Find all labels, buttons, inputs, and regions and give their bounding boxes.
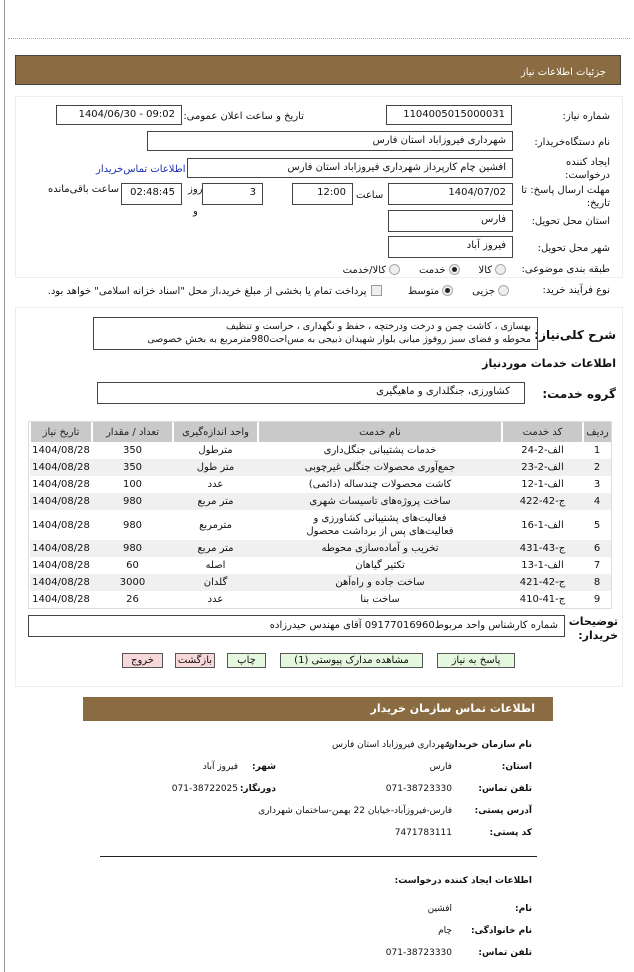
name-value: افشین: [427, 904, 452, 914]
need-date-cell: 1404/08/28: [30, 574, 92, 591]
service-name-cell: خدمات پشتیبانی جنگل‌داری: [258, 442, 502, 459]
unit-cell: عدد: [173, 591, 258, 608]
row-number-cell: 7: [583, 557, 611, 574]
col-code-header: کد خدمت: [502, 422, 583, 442]
need-date-cell: 1404/08/28: [30, 493, 92, 510]
announce-label: تاریخ و ساعت اعلان عمومی:: [183, 111, 304, 122]
service-group-field[interactable]: کشاورزی، جنگلداری و ماهیگیری: [97, 382, 525, 404]
row-number-cell: 1: [583, 442, 611, 459]
col-qty-header: تعداد / مقدار: [92, 422, 173, 442]
services-heading: اطلاعات خدمات موردنیاز: [482, 357, 616, 370]
need-date-cell: 1404/08/28: [30, 540, 92, 557]
province-label: استان محل تحویل:: [531, 216, 610, 227]
need-date-cell: 1404/08/28: [30, 557, 92, 574]
col-unit-header: واحد اندازه‌گیری: [173, 422, 258, 442]
radio-icon: [389, 264, 400, 275]
purchase-minor-radio[interactable]: جزیی: [472, 286, 512, 297]
service-name-cell: تکثیر گیاهان: [258, 557, 502, 574]
service-group-label: گروه خدمت:: [542, 387, 616, 401]
unit-cell: مترمربع: [173, 510, 258, 540]
contact-title: اطلاعات تماس سازمان خریدار: [370, 702, 535, 715]
page-header: [15, 55, 621, 85]
deadline-time-label: ساعت: [356, 190, 384, 201]
need-date-cell: 1404/08/28: [30, 476, 92, 493]
remaining-time-field[interactable]: 02:48:45: [121, 183, 182, 205]
purchase-medium-radio[interactable]: متوسط: [408, 286, 456, 297]
table-row: [30, 476, 611, 493]
exit-button[interactable]: خروج: [122, 653, 163, 668]
city-contact-label: شهر:: [252, 762, 276, 772]
postal-value: 7471783111: [394, 828, 452, 838]
radio-icon: [498, 285, 509, 296]
print-button[interactable]: چاپ: [227, 653, 266, 668]
page-title: جزئیات اطلاعات نیاز: [520, 67, 606, 78]
row-number-cell: 3: [583, 476, 611, 493]
org-value: شهرداری فیروزاباد استان فارس: [331, 740, 452, 750]
category-label: طبقه بندی موضوعی:: [521, 264, 610, 275]
need-date-cell: 1404/08/28: [30, 510, 92, 540]
province-contact-value: فارس: [429, 762, 452, 772]
col-date-header: تاریخ نیاز: [30, 422, 92, 442]
purchase-type-label: نوع فرآیند خرید:: [542, 285, 610, 296]
unit-cell: متر طول: [173, 459, 258, 476]
row-number-cell: 6: [583, 540, 611, 557]
name-label: نام:: [515, 904, 532, 914]
fax-value: 071-38722025: [171, 784, 238, 794]
service-name-cell: جمع‌آوری محصولات جنگلی غیرچوبی: [258, 459, 502, 476]
radio-selected-icon: [442, 285, 453, 296]
table-row: [30, 510, 611, 540]
services-table-container: [28, 421, 612, 609]
service-code-cell: ج-42-421: [502, 574, 583, 591]
table-row: [30, 591, 611, 608]
quantity-cell: 60: [92, 557, 173, 574]
announce-field[interactable]: 1404/06/30 - 09:02: [56, 105, 182, 125]
buyer-org-label: نام دستگاه‌خریدار:: [534, 137, 610, 148]
table-row: [30, 493, 611, 510]
deadline-date-field[interactable]: 1404/07/02: [388, 183, 513, 205]
creator-field[interactable]: افشین چام کارپرداز شهرداری فیروزاباد استان فارس: [187, 158, 513, 178]
purchase-type-group: [48, 285, 512, 297]
service-name-cell: ساخت جاده و راه‌آهن: [258, 574, 502, 591]
buyer-notes-label: توضیحات خریدار:: [568, 615, 618, 642]
city-field[interactable]: فیروز آباد: [388, 236, 513, 258]
quantity-cell: 3000: [92, 574, 173, 591]
service-code-cell: الف-1-13: [502, 557, 583, 574]
need-date-cell: 1404/08/28: [30, 442, 92, 459]
phone-value: 071-38723330: [385, 784, 452, 794]
quantity-cell: 980: [92, 510, 173, 540]
service-code-cell: الف-2-24: [502, 442, 583, 459]
deadline-label: مهلت ارسال پاسخ: تا تاریخ:: [521, 185, 610, 209]
buyer-contact-link[interactable]: اطلاعات تماس‌خریدار: [96, 164, 186, 175]
description-line-1: بهسازی ، کاشت چمن و درخت ودرختچه ، حفظ و نگهداری ، حراست و تنظیف: [225, 321, 531, 332]
reply-button[interactable]: پاسخ به نیاز: [437, 653, 515, 668]
quantity-cell: 980: [92, 493, 173, 510]
contact-divider: [100, 856, 537, 857]
category-radio-group: [343, 264, 509, 276]
quantity-cell: 350: [92, 459, 173, 476]
description-line-2: محوطه و فضای سبز روفوژ میانی بلوار شهیدان ذبیحی به مس‌احت980مترمربع به بخش خصوصی: [147, 334, 531, 345]
org-label: نام سازمان خریدار:: [445, 740, 532, 750]
back-button[interactable]: بازگشت: [175, 653, 215, 668]
creator-label: ایجاد کننده درخواست:: [565, 157, 610, 181]
service-code-cell: ج-41-410: [502, 591, 583, 608]
left-border: [4, 0, 5, 972]
unit-cell: گلدان: [173, 574, 258, 591]
unit-cell: متر مربع: [173, 540, 258, 557]
treasury-checkbox[interactable]: پرداخت تمام یا بخشی از مبلغ خرید،از محل "اسناد خزانه اسلامی" خواهد بود.: [48, 286, 386, 297]
fax-label: دورنگار:: [239, 784, 276, 794]
buyer-org-field[interactable]: شهرداری فیروزاباد استان فارس: [147, 131, 513, 151]
service-name-cell: تخریب و آماده‌سازی محوطه: [258, 540, 502, 557]
table-row: [30, 557, 611, 574]
row-number-cell: 8: [583, 574, 611, 591]
top-divider: [8, 38, 630, 39]
service-name-cell: کاشت محصولات چندساله (دائمی): [258, 476, 502, 493]
table-row: [30, 442, 611, 459]
service-code-cell: الف-2-23: [502, 459, 583, 476]
col-name-header: نام خدمت: [258, 422, 502, 442]
need-number-field[interactable]: 1104005015000031: [386, 105, 512, 125]
unit-cell: عدد: [173, 476, 258, 493]
need-number-label: شماره نیاز:: [562, 111, 610, 122]
row-number-cell: 4: [583, 493, 611, 510]
family-value: چام: [438, 926, 452, 936]
postal-label: کد پستی:: [489, 828, 532, 838]
row-number-cell: 9: [583, 591, 611, 608]
family-label: نام خانوادگی:: [470, 926, 532, 936]
and-label: و: [193, 206, 198, 217]
services-table: [29, 422, 611, 608]
row-number-cell: 5: [583, 510, 611, 540]
creator-phone-label: تلفن تماس:: [478, 948, 532, 958]
category-service-radio[interactable]: خدمت: [419, 265, 463, 276]
service-code-cell: ج-43-431: [502, 540, 583, 557]
table-row: [30, 574, 611, 591]
service-code-cell: ج-42-422: [502, 493, 583, 510]
creator-phone-value: 071-38723330: [385, 948, 452, 958]
unit-cell: اصله: [173, 557, 258, 574]
row-number-cell: 2: [583, 459, 611, 476]
need-date-cell: 1404/08/28: [30, 459, 92, 476]
province-contact-label: استان:: [501, 762, 532, 772]
table-header-row: [30, 422, 611, 442]
description-field[interactable]: [93, 317, 538, 350]
unit-cell: مترطول: [173, 442, 258, 459]
address-label: آدرس پستی:: [474, 806, 532, 816]
table-row: [30, 459, 611, 476]
service-code-cell: الف-1-12: [502, 476, 583, 493]
service-name-cell: فعالیت‌های پشتیبانی کشاورزی و فعالیت‌های پس از برداشت محصول: [258, 510, 502, 540]
city-contact-value: فیروز آباد: [202, 762, 238, 772]
days-label: روز: [188, 184, 203, 195]
quantity-cell: 26: [92, 591, 173, 608]
deadline-time-field[interactable]: 12:00: [292, 183, 353, 205]
days-field[interactable]: 3: [202, 183, 263, 205]
remaining-label: ساعت باقی‌مانده: [47, 184, 119, 195]
description-label: شرح کلی‌نیاز:: [534, 328, 616, 342]
service-name-cell: ساخت بنا: [258, 591, 502, 608]
need-date-cell: 1404/08/28: [30, 591, 92, 608]
quantity-cell: 980: [92, 540, 173, 557]
radio-selected-icon: [449, 264, 460, 275]
city-label: شهر محل تحویل:: [537, 243, 610, 254]
attachments-button[interactable]: مشاهده مدارک پیوستی (1): [280, 653, 423, 668]
category-both-radio[interactable]: کالا/خدمت: [343, 265, 404, 276]
contact-header: [83, 697, 553, 721]
province-field[interactable]: فارس: [388, 210, 513, 232]
address-value: فارس-فیروزآباد-خیابان 22 بهمن-ساختمان شهرداری: [258, 806, 452, 816]
service-name-cell: ساخت پروژه‌های تاسیسات شهری: [258, 493, 502, 510]
radio-icon: [495, 264, 506, 275]
unit-cell: متر مربع: [173, 493, 258, 510]
phone-label: تلفن تماس:: [478, 784, 532, 794]
checkbox-icon: [371, 285, 382, 296]
creator-heading: اطلاعات ایجاد کننده درخواست:: [394, 876, 532, 886]
quantity-cell: 350: [92, 442, 173, 459]
buyer-notes-field[interactable]: شماره کارشناس واحد مربوط09177016960 آقای مهندس حیدرزاده: [28, 615, 565, 637]
col-row-header: ردیف: [583, 422, 611, 442]
table-row: [30, 540, 611, 557]
service-code-cell: الف-1-16: [502, 510, 583, 540]
category-goods-radio[interactable]: کالا: [478, 265, 509, 276]
quantity-cell: 100: [92, 476, 173, 493]
